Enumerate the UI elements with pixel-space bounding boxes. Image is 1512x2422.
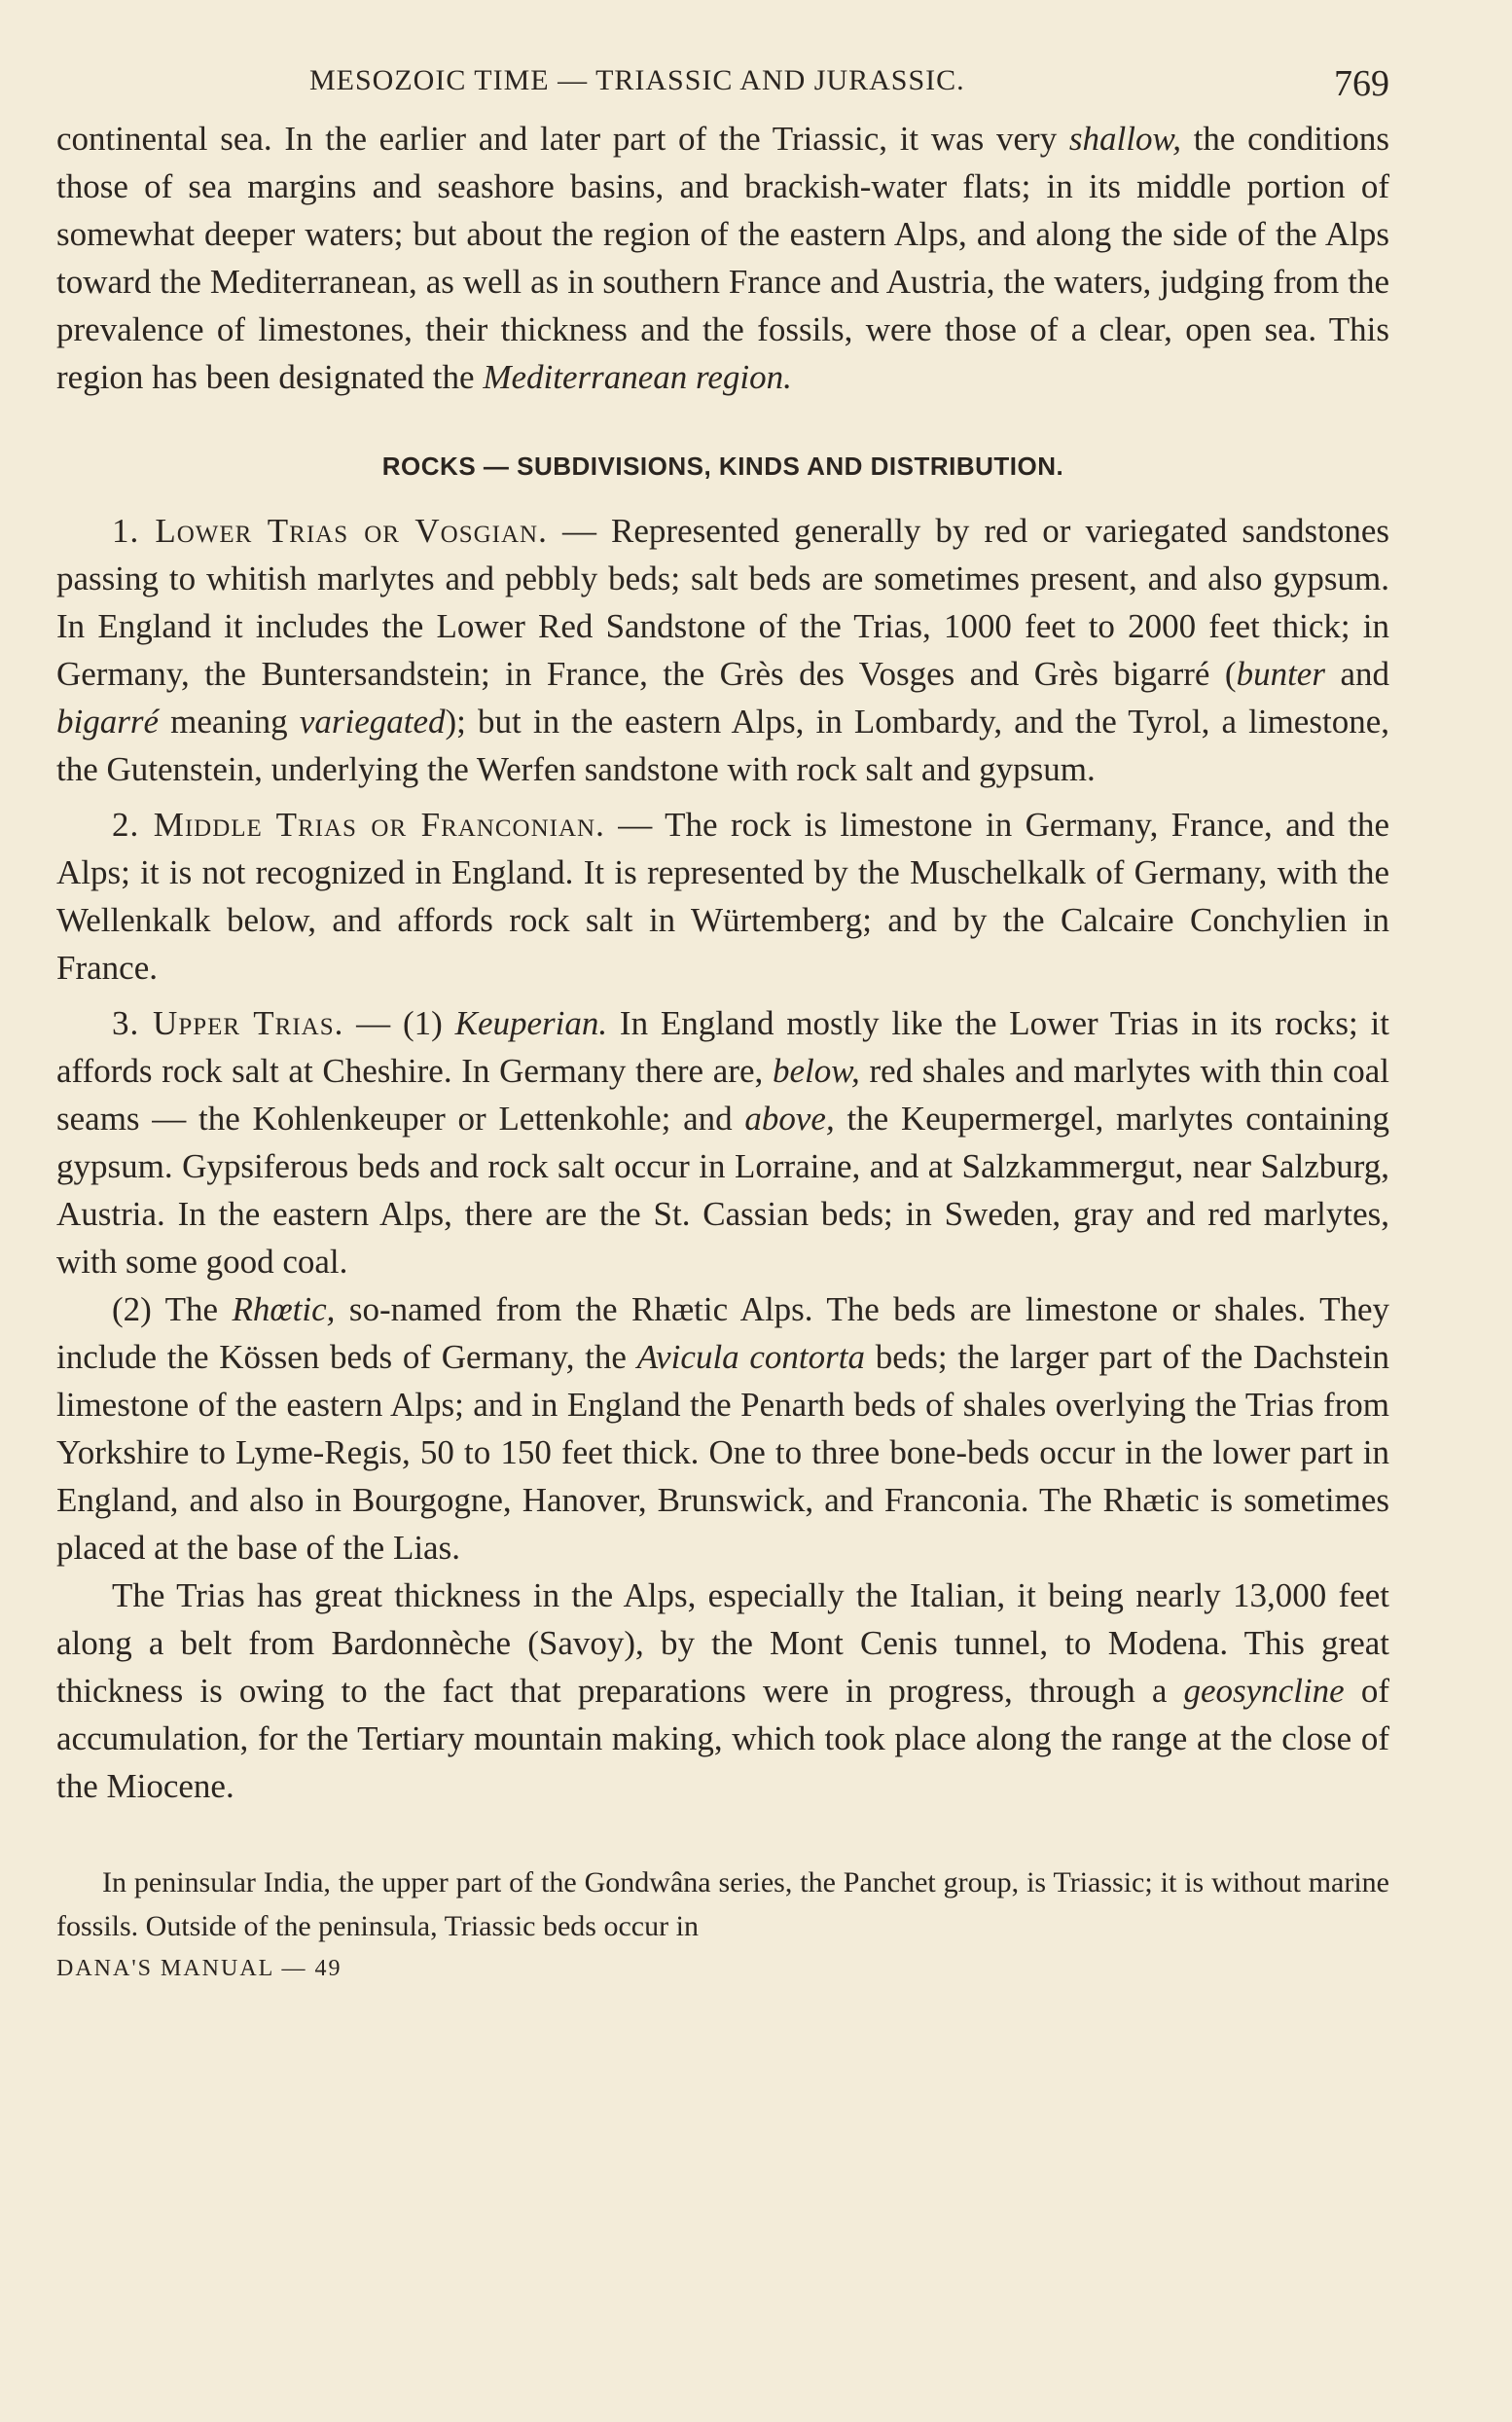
book-page	[56, 56, 1389, 1982]
page-number: 769	[1334, 63, 1389, 104]
paragraph-upper-trias: 3. Upper Trias. — (1) Keuperian. In England mostly like the Lower Trias in its rocks; it affords rock salt at Cheshire. In Germany there are, below, red shales and marlytes with thin coal seams — the Kohlenkeuper or Lettenkohle; and above, the Keupermergel, marlytes containing gypsum. Gypsiferous beds and rock salt occur in Lorraine, and at Salzkammergut, near Salzburg, Austria. In the eastern Alps, there are the St. Cassian beds; in Sweden, gray and red marlytes, with some good coal.	[56, 1004, 1390, 1281]
running-title: MESOZOIC TIME — TRIASSIC AND JURASSIC.	[309, 64, 965, 96]
running-head	[56, 56, 1389, 115]
footnote-text: In peninsular India, the upper part of the Gondwâna series, the Panchet group, is Triassic; it is without marine fossils. Outside of the peninsula, Triassic beds occur in	[56, 1866, 1389, 1942]
section-heading: ROCKS — SUBDIVISIONS, KINDS AND DISTRIBUTION.	[381, 452, 1064, 481]
footnote	[56, 1861, 1389, 1948]
paragraph-lower-trias: 1. Lower Trias or Vosgian. — Represented generally by red or variegated sandstones passing to whitish marlytes and pebbly beds; salt beds are sometimes present, and also gypsum. In England it includes the Lower Red Sandstone of the Trias, 1000 feet to 2000 feet thick; in Germany, the Buntersandstein; in France, the Grès des Vosges and Grès bigarré (bunter and bigarré meaning variegated); but in the eastern Alps, in Lombardy, and the Tyrol, a limestone, the Gutenstein, underlying the Werfen sandstone with rock salt and gypsum.	[56, 512, 1390, 788]
paragraph-rhaetic: (2) The Rhœtic, so-named from the Rhætic Alps. The beds are limestone or shales. They include the Kössen beds of Germany, the Avicula contorta beds; the larger part of the Dachstein limestone of the eastern Alps; and in England the Penarth beds of shales overlying the Trias from Yorkshire to Lyme-Regis, 50 to 150 feet thick. One to three bone-beds occur in the lower part in England, and also in Bourgogne, Hanover, Brunswick, and Franconia. The Rhætic is sometimes placed at the base of the Lias.	[56, 1290, 1389, 1567]
body-text	[56, 115, 1389, 1810]
paragraph-trias-thickness: The Trias has great thickness in the Alps, especially the Italian, it being nearly 13,000 feet along a belt from Bardonnèche (Savoy), by the Mont Cenis tunnel, to Modena. This great thickness is owing to the fact that preparations were in progress, through a geosyncline of accumulation, for the Tertiary mountain making, which took place along the range at the close of the Miocene.	[56, 1576, 1389, 1805]
paragraph-middle-trias: 2. Middle Trias or Franconian. — The rock is limestone in Germany, France, and the Alps; it is not recognized in England. It is represented by the Muschelkalk of Germany, with the Wellenkalk below, and affords rock salt in Würtemberg; and by the Calcaire Conchylien in France.	[56, 806, 1389, 987]
signature-mark: DANA'S MANUAL — 49	[56, 1956, 342, 1981]
intro-paragraph: continental sea. In the earlier and later part of the Triassic, it was very shallow, the conditions those of sea margins and seashore basins, and brackish-water flats; in its middle portion of somewhat deeper waters; but about the region of the eastern Alps, and along the side of the Alps toward the Mediterranean, as well as in southern France and Austria, the waters, judging from the prevalence of limestones, their thickness and the fossils, were those of a clear, open sea. This region has been designated the Mediterranean region.	[56, 120, 1389, 396]
